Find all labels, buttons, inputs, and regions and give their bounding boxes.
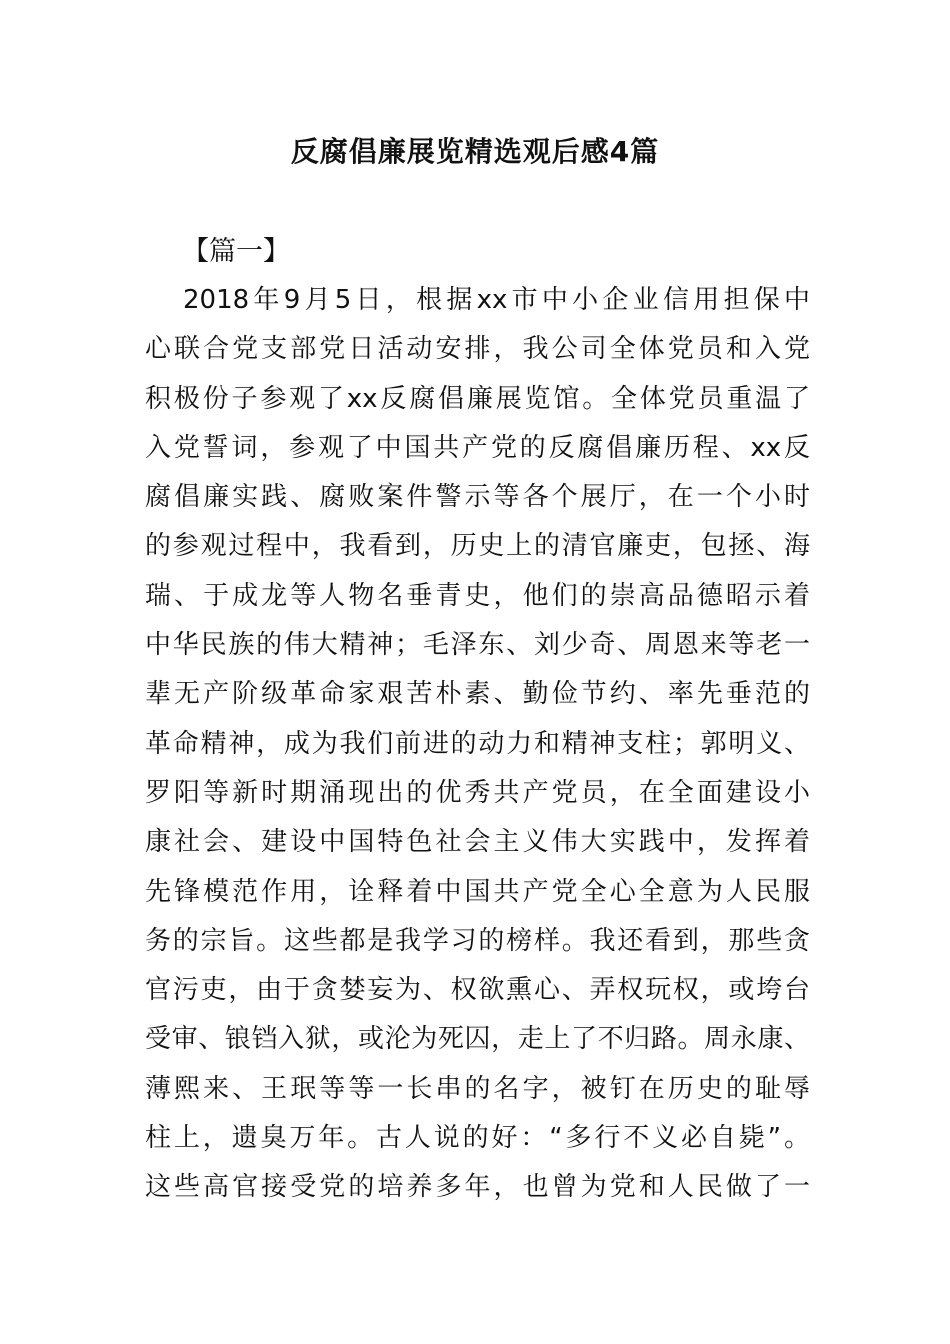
paragraph-line: 受审、锒铛入狱，或沦为死囚，走上了不归路。周永康、 bbox=[145, 1024, 810, 1055]
paragraph-line: 这些高官接受党的培养多年，也曾为党和人民做了一 bbox=[145, 1172, 810, 1203]
paragraph-line: 康社会、建设中国特色社会主义伟大实践中，发挥着 bbox=[145, 827, 810, 858]
paragraph-line: 入党誓词，参观了中国共产党的反腐倡廉历程、xx反 bbox=[145, 432, 810, 463]
paragraph-line: 罗阳等新时期涌现出的优秀共产党员，在全面建设小 bbox=[145, 777, 810, 808]
paragraph-line: 务的宗旨。这些都是我学习的榜样。我还看到，那些贪 bbox=[145, 925, 810, 956]
document-title: 反腐倡廉展览精选观后感4篇 bbox=[290, 135, 660, 168]
paragraph-line: 辈无产阶级革命家艰苦朴素、勤俭节约、率先垂范的 bbox=[145, 679, 810, 710]
paragraph-line: 2018年9月5日，根据xx市中小企业信用担保中 bbox=[183, 285, 810, 315]
paragraph-line: 革命精神，成为我们前进的动力和精神支柱；郭明义、 bbox=[145, 728, 810, 759]
paragraph-line: 心联合党支部党日活动安排，我公司全体党员和入党 bbox=[145, 334, 810, 365]
paragraph-line: 先锋模范作用，诠释着中国共产党全心全意为人民服 bbox=[145, 876, 810, 907]
paragraph-line: 瑞、于成龙等人物名垂青史，他们的崇高品德昭示着 bbox=[145, 580, 810, 611]
section-heading: 【篇一】 bbox=[182, 236, 290, 267]
paragraph-line: 中华民族的伟大精神；毛泽东、刘少奇、周恩来等老一 bbox=[145, 630, 810, 661]
paragraph-line: 柱上，遗臭万年。古人说的好：“多行不义必自毙”。 bbox=[145, 1123, 810, 1154]
paragraph-line: 薄熙来、王珉等等一长串的名字，被钉在历史的耻辱 bbox=[145, 1073, 810, 1104]
body-paragraph bbox=[145, 276, 810, 1213]
paragraph-line: 的参观过程中，我看到，历史上的清官廉吏，包拯、海 bbox=[145, 531, 810, 562]
paragraph-line: 官污吏，由于贪婪妄为、权欲熏心、弄权玩权，或垮台 bbox=[145, 975, 810, 1006]
paragraph-line: 腐倡廉实践、腐败案件警示等各个展厅，在一个小时 bbox=[145, 482, 810, 513]
paragraph-line: 积极份子参观了xx反腐倡廉展览馆。全体党员重温了 bbox=[145, 383, 810, 414]
